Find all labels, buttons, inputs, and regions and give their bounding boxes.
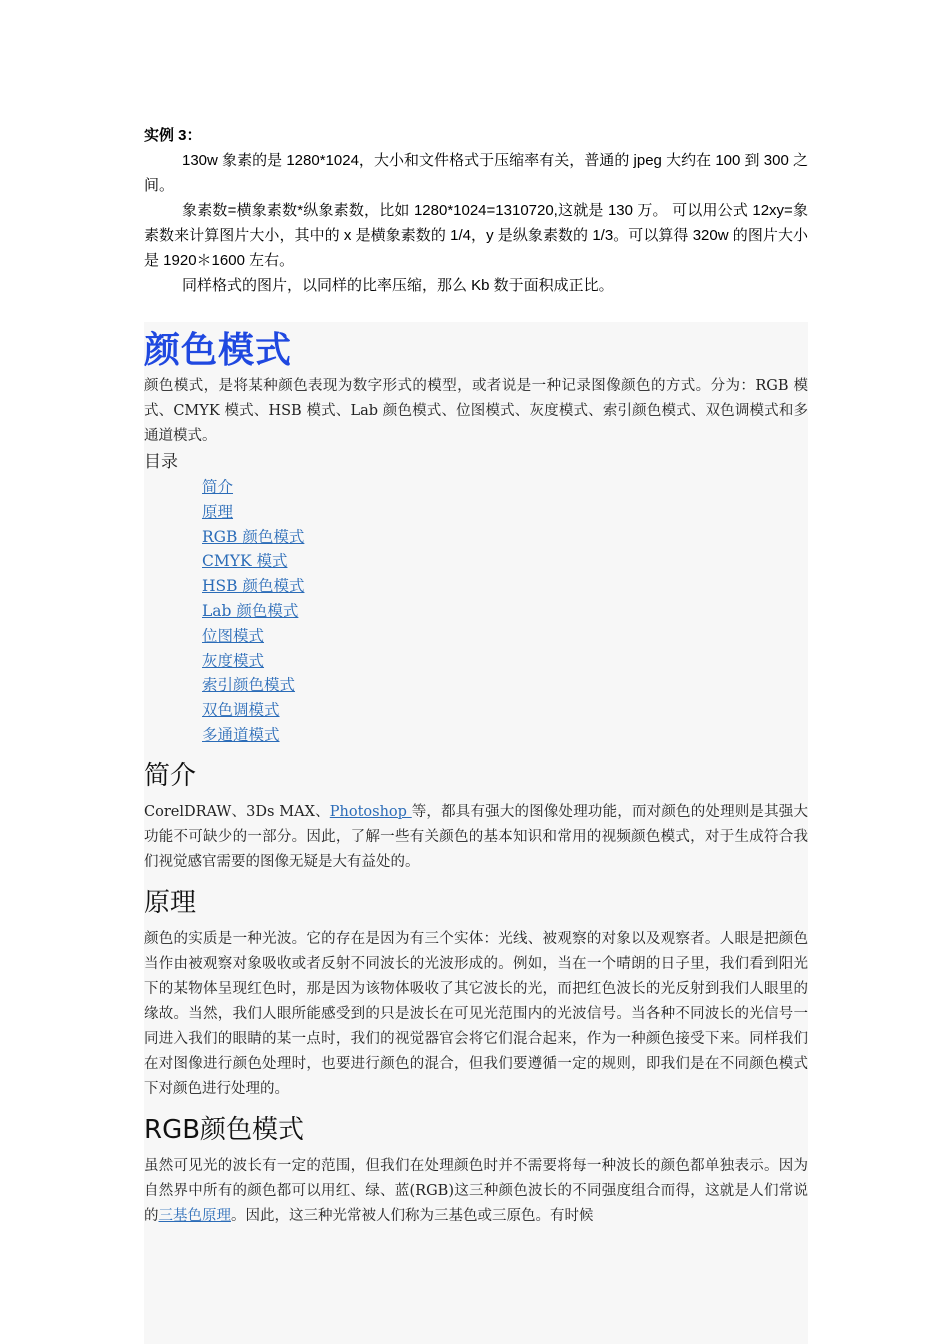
toc-link-cmyk[interactable]: CMYK 模式 bbox=[202, 552, 288, 571]
table-of-contents bbox=[144, 475, 808, 748]
section-heading-rgb: RGB颜色模式 bbox=[144, 1114, 305, 1145]
toc-item bbox=[202, 624, 808, 649]
toc-link-hsb[interactable]: HSB 颜色模式 bbox=[202, 577, 305, 596]
toc-item bbox=[202, 525, 808, 550]
toc-link-rgb[interactable]: RGB 颜色模式 bbox=[202, 527, 305, 546]
toc-item bbox=[202, 549, 808, 574]
three-primary-colors-link[interactable]: 三基色原理 bbox=[158, 1207, 231, 1224]
toc-title: 目录 bbox=[144, 452, 178, 472]
toc-item bbox=[202, 599, 808, 624]
toc-link-multichannel[interactable]: 多通道模式 bbox=[202, 725, 280, 744]
toc-link-grayscale[interactable]: 灰度模式 bbox=[202, 651, 265, 670]
example-section bbox=[144, 124, 808, 298]
toc-item bbox=[202, 500, 808, 525]
example-paragraph-3: 同样格式的图片，以同样的比率压缩，那么 Kb 数于面积成正比。 bbox=[182, 277, 614, 294]
toc-link-duotone[interactable]: 双色调模式 bbox=[202, 701, 280, 720]
toc-item bbox=[202, 723, 808, 748]
photoshop-link[interactable]: Photoshop bbox=[329, 803, 412, 820]
toc-link-lab[interactable]: Lab 颜色模式 bbox=[202, 601, 299, 620]
section-heading-principle: 原理 bbox=[144, 887, 197, 918]
rgb-text-start: 虽然可见光的波长有一定的范围，但我们在处理颜色时并不需要将每一种波长的颜色都单独表示。因为自然界中所有的颜色都可以用红、绿、蓝(RGB)这三种颜色波长的不同强度组合而得，这就是人们常说的 bbox=[144, 1157, 808, 1224]
rgb-text-end: 。因此，这三种光常被人们称为三基色或三原色。有时候 bbox=[231, 1207, 594, 1224]
intro-text-end: 等，都具有强大的图像处理功能，而对颜色的处理则是其强大功能不可缺少的一部分。因此，了解一些有关颜色的基本知识和常用的视频颜色模式，对于生成符合我们视觉感官需要的图像无疑是大有益处的。 bbox=[144, 803, 808, 870]
article-intro: 颜色模式，是将某种颜色表现为数字形式的模型，或者说是一种记录图像颜色的方式。分为：RGB 模式、CMYK 模式、HSB 模式、Lab 颜色模式、位图模式、灰度模式、索引颜色模式、双色调模式和多通道模式。 bbox=[144, 378, 808, 444]
toc-link-principle[interactable]: 原理 bbox=[202, 502, 234, 521]
toc-item bbox=[202, 475, 808, 500]
toc-item bbox=[202, 574, 808, 599]
toc-link-indexed[interactable]: 索引颜色模式 bbox=[202, 676, 296, 695]
article-title: 颜色模式 bbox=[144, 330, 293, 371]
toc-link-intro[interactable]: 简介 bbox=[202, 478, 234, 496]
intro-text-start: CorelDRAW、3Ds MAX、 bbox=[144, 803, 330, 820]
toc-item bbox=[202, 649, 808, 674]
section-rgb-text bbox=[144, 1154, 808, 1229]
section-principle-text: 颜色的实质是一种光波。它的存在是因为有三个实体：光线、被观察的对象以及观察者。人眼是把颜色当作由被观察对象吸收或者反射不同波长的光波形成的。例如，当在一个晴朗的日子里，我们看到阳光下的某物体呈现红色时，那是因为该物体吸收了其它波长的光，而把红色波长的光反射到我们人眼里的缘故。当然，我们人眼所能感受到的只是波长在可见光范围内的光波信号。当各种不同波长的光信号一同进入我们的眼睛的某一点时，我们的视觉器官会将它们混合起来，作为一种颜色接受下来。同样我们在对图像进行颜色处理时，也要进行颜色的混合，但我们要遵循一定的规则，即我们是在不同颜色模式下对颜色进行处理的。 bbox=[144, 930, 808, 1097]
example-title: 实例 3： bbox=[144, 127, 202, 144]
section-intro-text bbox=[144, 800, 808, 875]
example-paragraph-1: 130w 象素的是 1280*1024，大小和文件格式于压缩率有关，普通的 jpeg 大约在 100 到 300 之间。 bbox=[144, 152, 808, 194]
color-mode-article bbox=[144, 322, 808, 1344]
toc-link-bitmap[interactable]: 位图模式 bbox=[202, 626, 265, 645]
example-paragraph-2: 象素数=横象素数*纵象素数，比如 1280*1024=1310720,这就是 130 万。 可以用公式 12xy=象素数来计算图片大小，其中的 x 是横象素数的 1/4，y 是纵象素数的 1/3。可以算得 320w 的图片大小是 1920＊1600 左右。 bbox=[144, 202, 808, 269]
toc-item bbox=[202, 698, 808, 723]
section-heading-intro: 简介 bbox=[144, 760, 197, 791]
toc-item bbox=[202, 673, 808, 698]
